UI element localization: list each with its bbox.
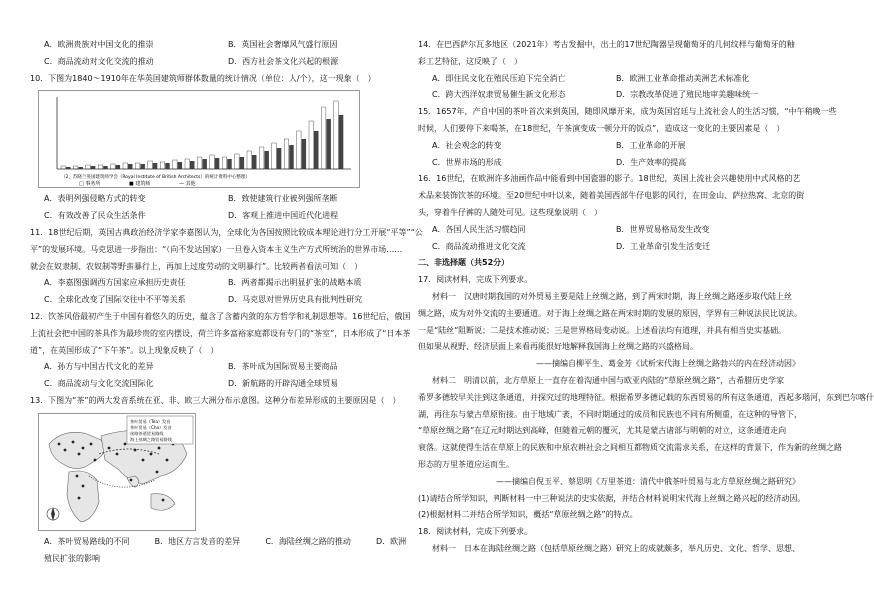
architect-bar [190, 161, 195, 169]
office-bar [222, 157, 227, 169]
distribution-dot [90, 442, 93, 445]
office-bar [210, 155, 215, 169]
distribution-dot [156, 470, 159, 473]
office-bar [259, 147, 264, 169]
distribution-dot [130, 478, 133, 481]
distribution-dot [94, 458, 97, 461]
architect-bar [277, 148, 282, 169]
map-legend-4: 海上丝绸之路贸易路线 [130, 436, 172, 442]
left-column [30, 40, 423, 570]
architect-bar [140, 164, 145, 169]
q9-options-row2 [30, 57, 412, 68]
q15-line2: 时候，人们要停下来喝茶，在18世纪，午茶演变成一顿分开的饭点”，造成这一变化的主要因素是（ ） [418, 123, 785, 133]
office-bar [98, 165, 103, 169]
chart-legend-other: — 其他 [179, 181, 196, 188]
q10-chart [38, 90, 360, 188]
q9-options-row1 [30, 40, 412, 51]
architect-bar [289, 145, 294, 169]
q13-option-b[interactable]: B．地区方言发音的差异 [154, 536, 241, 546]
distribution-dot [108, 446, 111, 449]
q16-line1: 16．16世纪，在欧洲许多油画作品中能看到中国瓷器的影子。18世纪，英国上流社会兴趣使用中式风格的艺 [418, 174, 801, 184]
chart-legend-office: □ 事务所 [79, 181, 101, 188]
office-bar [297, 131, 302, 169]
q13-option-a[interactable]: A．茶叶贸易路线的不同 [44, 536, 130, 546]
q10-option-a[interactable]: A．表明列强侵略方式的转变 [44, 194, 146, 204]
q12-option-a[interactable]: A．孙方与中国古代文化的差异 [44, 362, 154, 372]
distribution-dot [142, 458, 145, 461]
architect-bar [339, 115, 344, 169]
office-bar [86, 165, 91, 169]
q12-option-c[interactable]: C．商品流动与文化交流国际化 [44, 379, 154, 389]
q17-m2-line2: 希罗多德较早关注到这条通道，并探究过的地理特征。根据希罗多德记载的东西贸易的所有这条通道，西起多瑙河，东到巴尔喀什 [418, 392, 874, 402]
q10-option-b[interactable]: B．致使建筑行业被列强所垄断 [228, 194, 338, 204]
map-legend-2: 茶叶贸易（Cha）发音 [130, 424, 172, 430]
q14-line2: 彩工艺特征，这反映了（ ） [418, 56, 522, 66]
architect-bar [103, 166, 108, 169]
architect-bar [240, 157, 245, 169]
q10-option-d[interactable]: D．客观上推进中国近代化进程 [228, 211, 339, 221]
office-bar [309, 121, 314, 169]
office-bar [160, 162, 165, 169]
q17-m1-source: ——摘编自柳平生、葛金芳《试析宋代海上丝绸之路勃兴的内在经济动因》 [536, 359, 800, 369]
q17-intro: 17．阅读材料，完成下列要求。 [418, 275, 533, 285]
q10-options-row1 [30, 194, 412, 205]
office-bar [247, 151, 252, 169]
chart-caption: （2，苏晓兰英国建筑师学会（Royal Institute of British Architects）的统计资料中心整理） [61, 175, 250, 181]
architect-bar [128, 164, 133, 169]
q11-option-c[interactable]: C．全球化改变了国际交往中不平等关系 [44, 295, 186, 305]
q12-options-row1 [30, 362, 412, 373]
q17-m1-line1: 材料一 汉唐时期我国的对外贸易主要是陆上丝绸之路，到了两宋时期，海上丝绸之路逐步取代陆上丝 [432, 291, 792, 301]
q10-options-row2 [30, 211, 412, 222]
architect-bar [264, 151, 269, 169]
q14-line1: 14．在巴西萨尔瓦多地区（2021年）考古发掘中，出土的17世纪陶器呈现葡萄牙的几何纹样与葡萄牙的釉 [418, 40, 795, 49]
q10-chart-svg [39, 91, 359, 187]
distribution-dot [166, 458, 169, 461]
architect-bar [202, 159, 207, 169]
distribution-dot [158, 446, 161, 449]
office-bar [321, 107, 326, 169]
q12-options-row2 [30, 379, 412, 390]
q11-line3: 就会在奴隶制、农奴制等野蛮暴行上，再加上过度劳动的文明暴行”。比较两者看法可知（ ） [30, 261, 363, 271]
distribution-dot [64, 448, 67, 451]
q14-option-a[interactable]: A．即住民文化在殖民压迫下完全消亡 [432, 73, 566, 83]
q9-option-d[interactable]: D．西方社会茶文化兴起的根源 [228, 56, 339, 66]
q15-option-b[interactable]: B．工业革命的开展 [616, 140, 686, 150]
q11-line2: 平”的发展环境。马克思进一步指出：“（向不发达国家）一旦卷入资本主义生产方式所统治的世界市场…… [30, 244, 403, 254]
office-bar [111, 164, 116, 169]
architect-bar [178, 162, 183, 169]
distribution-dot [82, 446, 85, 449]
q12-option-d[interactable]: D．新航路的开辟沟通全球贸易 [228, 379, 339, 389]
distribution-dot [72, 440, 75, 443]
q17-req1: (1)请结合所学知识，判断材料一中三种说法的史实依据，并结合材料说明宋代海上丝绸之路兴起的经济动因。 [418, 493, 806, 503]
architect-bar [326, 119, 331, 169]
q13-stem: 13．下图为“茶”的两大发音系统在亚、非、欧三大洲分布示意图。这种分布差异形成的主要原因是（ ） [30, 395, 401, 405]
q15-options-row1 [418, 141, 800, 152]
architect-bar [252, 155, 257, 169]
q11-option-a[interactable]: A．李嘉图强调西方国家应承担历史责任 [44, 278, 186, 288]
q13-map [38, 413, 196, 531]
q11-line1: 11．18世纪后期，英国古典政治经济学家李嘉图认为，全球化为各国按照比较成本理论进行分工开展“平等”“公 [30, 227, 423, 237]
q11-option-b[interactable]: B．两者都揭示出明显扩张的战略本质 [228, 278, 362, 288]
map-legend-3: 丝路茶道贸易路线 [130, 430, 164, 436]
architect-bar [165, 163, 170, 169]
q14-options-row2 [418, 90, 800, 101]
distribution-dot [116, 452, 119, 455]
architect-bar [314, 131, 319, 169]
q15-options-row2 [418, 158, 800, 169]
distribution-dot [82, 484, 85, 487]
office-bar [334, 101, 339, 169]
distribution-dot [150, 452, 153, 455]
q16-options-row1 [418, 225, 800, 236]
q17-m2-line6: 形态的万里茶道应运而生。 [418, 459, 514, 469]
q12-line2: 上流社会把中国的茶具作为最珍贵的室内摆设，荷兰许多富裕家庭都设有专门的“茶室”，日本形成了“日本茶 [30, 328, 411, 338]
office-bar [197, 157, 202, 169]
map-legend-1: 茶叶贸易（Tea）发音 [130, 418, 171, 424]
q16-line3: 头，穿着牛仔裤的人随处可见。这些现象说明（ ） [418, 207, 602, 217]
office-bar [73, 166, 78, 169]
q17-m2-line1: 材料二 明清以前，北方草原上一直存在着沟通中国与欧亚内陆的“草原丝绸之路”，古希腊历史学家 [432, 375, 785, 385]
office-bar [284, 139, 289, 169]
q17-m1-line3: 一是“陆丝”阻断说；二是技术推动说；三是世界格局变动说。上述看法均有道理，并具有相当史实基础。 [418, 325, 787, 335]
q14-options-row1 [418, 74, 800, 85]
office-bar [135, 163, 140, 169]
q13-option-c[interactable]: C．海陆丝绸之路的推动 [265, 536, 351, 546]
q17-m1-line2: 绸之路，成为对外交流的主要通道。对于海上丝绸之路在两宋时期的发展的原因，学界有三种说法民比说法。 [418, 308, 802, 318]
q15-option-d[interactable]: D．生产效率的提高 [616, 157, 687, 167]
q16-line2: 术品来装饰饮茶的环境。至20世纪中叶以来，随着美国西部牛仔电影的风行，在田金山、萨拉热窝、北京的街 [418, 191, 805, 201]
q9-option-a[interactable]: A．欧洲贵族对中国文化的推崇 [44, 40, 154, 49]
q13-map-svg [39, 414, 195, 530]
q16-option-b[interactable]: B．世界贸易格局发生改变 [616, 224, 710, 234]
office-bar [272, 143, 277, 169]
q10-stem: 10．下图为1840～1910年在华英国建筑师群体数量的统计情况（单位：人/个），这一现象（ ） [30, 73, 376, 83]
q14-option-b[interactable]: B．欧洲工业革命推动美洲艺术标准化 [616, 73, 750, 83]
architect-bar [91, 166, 96, 169]
q15-option-c[interactable]: C．世界市场的形成 [432, 157, 502, 167]
q18-m1-line1: 材料一 日本在海陆丝绸之路（包括草原丝绸之路）研究上的成就颇多，举凡历史、文化、哲学、思想、 [432, 543, 800, 553]
office-bar [123, 163, 128, 169]
q13-option-d-cont: 殖民扩张的影响 [44, 553, 100, 563]
q16-option-c[interactable]: C．商品流动推进文化交流 [432, 241, 526, 251]
distribution-dot [78, 452, 81, 455]
q11-options-row1 [30, 278, 412, 289]
office-bar [61, 166, 66, 169]
office-bar [235, 154, 240, 169]
q11-options-row2 [30, 295, 412, 306]
q16-option-d[interactable]: D．工业革命引发生活变迁 [616, 241, 711, 251]
q12-line1: 12．饮茶风俗最初产生于中国有着悠久的历史，蕴含了含蓄内敛的东方哲学和礼制思想等。16世纪后，俄国 [30, 311, 411, 321]
q17-m2-line3: 湖，再往东与蒙古草原衔接。由于地域广袤，不同时期通过的成员和民族也不同有所侧重，在这种的导管下， [418, 409, 802, 419]
right-column [418, 40, 874, 561]
architect-bar [215, 158, 220, 169]
office-bar [185, 159, 190, 169]
q12-line3: 道”，在英国形成了“下午茶”。以上现象反映了（ ） [30, 345, 219, 355]
distribution-dot [162, 498, 165, 501]
chart-bars [61, 101, 343, 169]
distribution-dot [78, 496, 81, 499]
q17-m2-line4: “草原丝绸之路”在辽元时期达到高峰，但随着元朝的覆灭，尤其是蒙古诸部与明朝的对立，这条通道走向 [418, 426, 787, 436]
section-heading: 二、非选择题（共52分） [418, 258, 510, 268]
architect-bar [116, 165, 121, 169]
q17-req2: (2)根据材料二并结合所学知识，概括“草原丝绸之路”的特点。 [418, 510, 638, 520]
distribution-dot [76, 474, 79, 477]
q18-intro: 18．阅读材料，完成下列要求。 [418, 527, 533, 537]
q9-option-c[interactable]: C．商品流动对文化交流的推动 [44, 56, 154, 66]
q14-option-d[interactable]: D．宗教改革促进了殖民地审美趣味统一 [616, 90, 759, 100]
architect-bar [302, 139, 307, 169]
distribution-dot [124, 442, 127, 445]
q14-option-c[interactable]: C．跨大西洋奴隶贸易催生新文化形态 [432, 90, 566, 100]
q11-option-d[interactable]: D．马克思对世界历史具有批判性研究 [228, 295, 363, 305]
q17-m1-line4: 但如果从视野、经济层面上来看再能很好地解释我国海上丝绸之路的兴盛格局。 [418, 342, 698, 352]
office-bar [148, 161, 153, 169]
architect-bar [227, 159, 232, 169]
q16-options-row2 [418, 242, 800, 253]
q10-option-c[interactable]: C．有效改善了民众生活条件 [44, 211, 146, 221]
architect-bar [153, 163, 158, 169]
q13-option-d[interactable]: D．欧洲 [376, 536, 407, 546]
q15-option-a[interactable]: A．社会观念的转变 [432, 140, 502, 150]
q9-option-b[interactable]: B．英国社会奢靡风气盛行原因 [228, 40, 338, 49]
q12-option-b[interactable]: B．茶叶成为国际贸易主要商品 [228, 362, 338, 372]
q17-m2-source: ——摘编自倪玉平、蔡思明《万里茶道：清代中俄茶叶贸易与北方草原丝绸之路研究》 [496, 476, 800, 486]
q15-line1: 15．1657年，产自中国的茶叶首次来到英国，随即风靡开来，成为英国宫廷与上流社会人的生活习惯，“中午稍晚一些 [418, 107, 837, 117]
q17-m2-line5: 衰落。这就使得生活在草原上的民族和中原农耕社会之间相互都物质交流需求关系，在这样的背景下，作为新的丝绸之路 [418, 443, 842, 453]
distribution-dot [58, 442, 61, 445]
office-bar [173, 160, 178, 169]
q16-option-a[interactable]: A．各国人民生活习惯趋同 [432, 224, 526, 234]
chart-legend-architect: ■ 建筑师 [129, 181, 151, 188]
q13-options-row1 [30, 537, 412, 548]
